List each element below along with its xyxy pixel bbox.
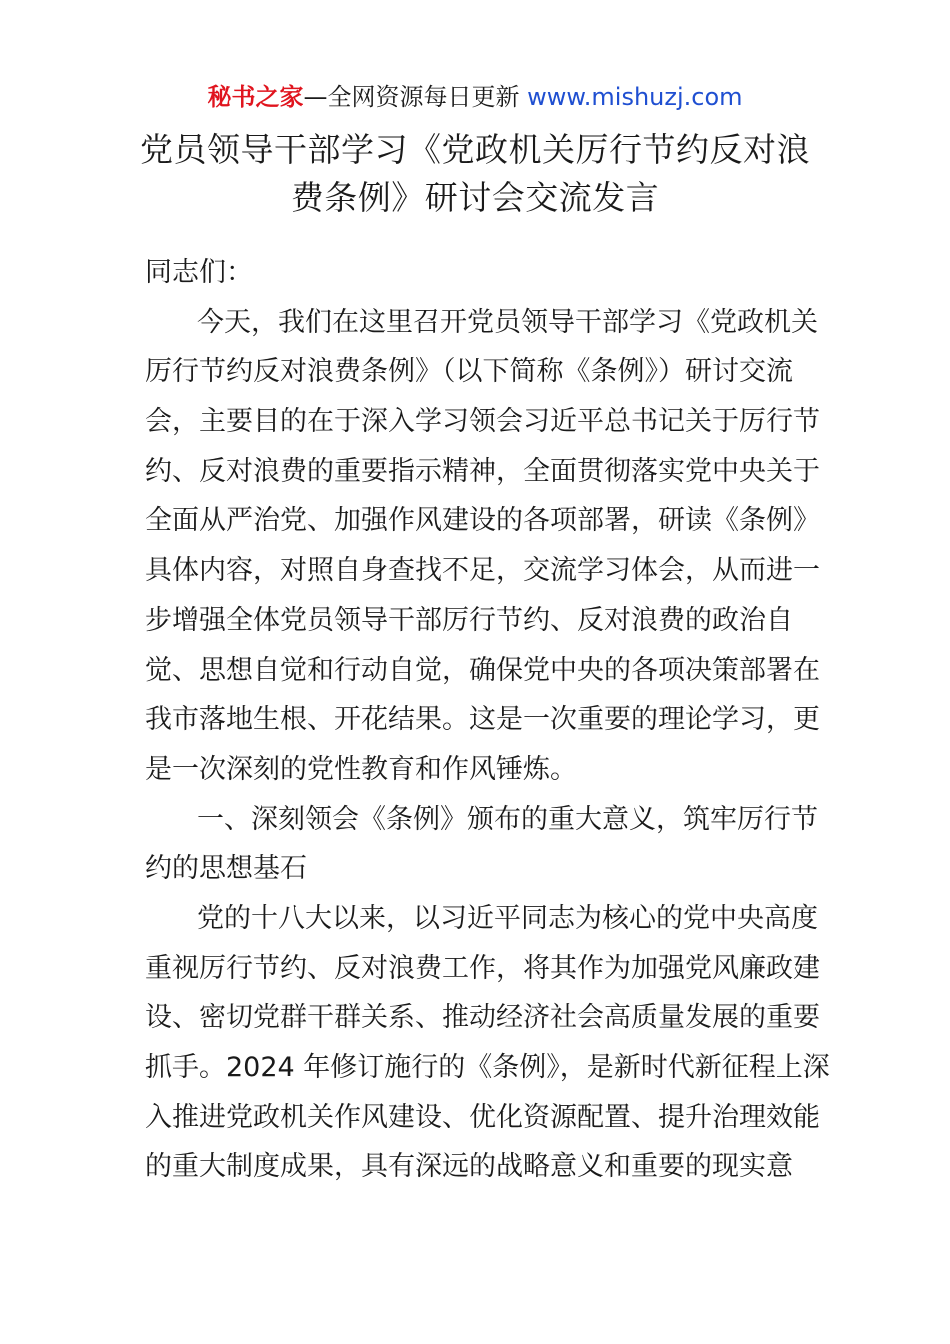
paragraph-line: 今天，我们在这里召开党员领导干部学习《党政机关 xyxy=(197,306,818,338)
site-brand: 秘书之家 xyxy=(207,83,304,111)
paragraph-line: 会，主要目的在于深入学习领会习近平总书记关于厉行节 xyxy=(145,406,820,438)
paragraph-line: 抓手。2024 年修订施行的《条例》，是新时代新征程上深 xyxy=(145,1052,830,1083)
paragraph-line: 步增强全体党员领导干部厉行节约、反对浪费的政治自 xyxy=(145,604,793,636)
paragraph-line: 约、反对浪费的重要指示精神，全面贯彻落实党中央关于 xyxy=(145,455,820,487)
title-line-1: 党员领导干部学习《党政机关厉行节约反对浪 xyxy=(140,130,810,169)
paragraph-line: 党的十八大以来，以习近平同志为核心的党中央高度 xyxy=(197,902,818,934)
site-header xyxy=(0,80,950,114)
paragraph-line: 是一次深刻的党性教育和作风锤炼。 xyxy=(145,753,577,785)
paragraph-line: 觉、思想自觉和行动自觉，确保党中央的各项决策部署在 xyxy=(145,654,820,686)
site-tagline: —全网资源每日更新 xyxy=(303,83,528,111)
paragraph-line: 的重大制度成果，具有深远的战略意义和重要的现实意 xyxy=(145,1151,793,1183)
paragraph-line: 重视厉行节约、反对浪费工作，将其作为加强党风廉政建 xyxy=(145,952,820,984)
paragraph-line: 设、密切党群干群关系、推动经济社会高质量发展的重要 xyxy=(145,1002,820,1034)
section-heading-line: 一、深刻领会《条例》颁布的重大意义，筑牢厉行节 xyxy=(197,803,818,835)
paragraph-line: 厉行节约反对浪费条例》（以下简称《条例》）研讨交流 xyxy=(145,356,793,388)
document-title xyxy=(100,126,850,222)
title-line-2: 费条例》研讨会交流发言 xyxy=(290,178,660,217)
document-body xyxy=(145,248,830,1192)
paragraph-line: 具体内容，对照自身查找不足，交流学习体会，从而进一 xyxy=(145,555,820,587)
paragraph-line: 入推进党政机关作风建设、优化资源配置、提升治理效能 xyxy=(145,1101,820,1133)
salutation: 同志们： xyxy=(145,257,253,288)
paragraph-line: 全面从严治党、加强作风建设的各项部署，研读《条例》 xyxy=(145,505,820,537)
paragraph-line: 我市落地生根、开花结果。这是一次重要的理论学习，更 xyxy=(145,704,820,736)
site-url-link[interactable]: www.mishuzj.com xyxy=(527,83,743,111)
section-heading-line: 约的思想基石 xyxy=(145,853,307,885)
